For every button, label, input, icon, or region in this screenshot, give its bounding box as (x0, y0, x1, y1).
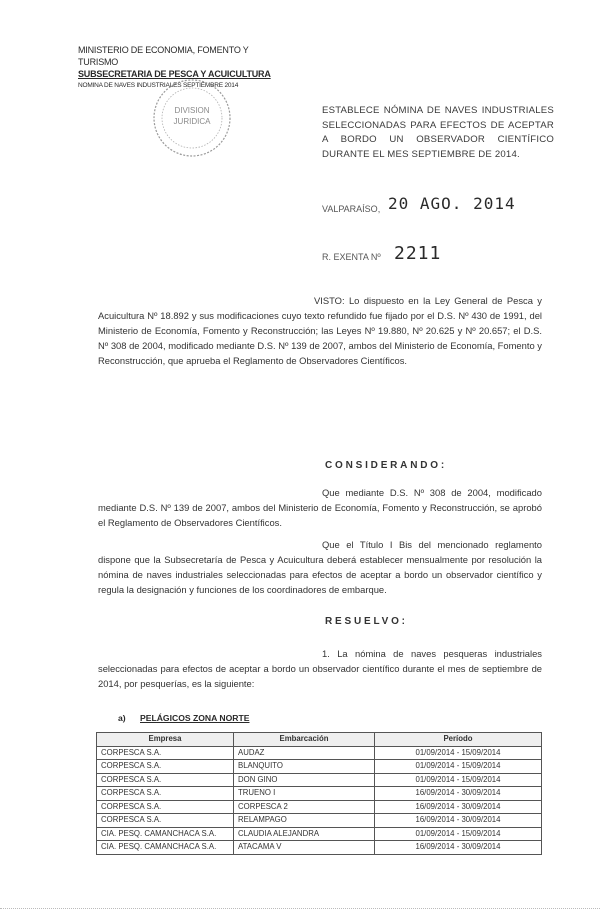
empresa-cell: CORPESCA S.A. (97, 760, 234, 774)
embarcacion-cell: ATACAMA V (234, 841, 375, 855)
table-row (97, 827, 542, 841)
table-row (97, 746, 542, 760)
section-title: PELÁGICOS ZONA NORTE (140, 713, 250, 723)
empresa-cell: CIA. PESQ. CAMANCHACA S.A. (97, 841, 234, 855)
embarcacion-cell: CORPESCA 2 (234, 800, 375, 814)
periodo-cell: 01/09/2014 - 15/09/2014 (375, 773, 542, 787)
column-header-periodo: Período (375, 733, 542, 747)
embarcacion-cell: DON GINO (234, 773, 375, 787)
date-stamp: 20 AGO. 2014 (388, 194, 516, 213)
empresa-cell: CORPESCA S.A. (97, 787, 234, 801)
empresa-cell: CIA. PESQ. CAMANCHACA S.A. (97, 827, 234, 841)
considerando-paragraph-1: Que mediante D.S. Nº 308 de 2004, modificado mediante D.S. Nº 139 de 2007, ambos del Ministerio de Economía, Fomento y Reconstrucción, se aprobó el Reglamento de Observadores Científicos. (98, 487, 542, 528)
embarcacion-cell: TRUENO I (234, 787, 375, 801)
periodo-cell: 16/09/2014 - 30/09/2014 (375, 841, 542, 855)
stamp-line-2: JURIDICA (173, 117, 211, 126)
resolution-subject: ESTABLECE NÓMINA DE NAVES INDUSTRIALES SELECCIONADAS PARA EFECTOS DE ACEPTAR A BORDO UN OBSERVADOR CIENTÍFICO DURANTE EL MES SEPTIEMBRE DE 2014. (322, 105, 554, 160)
visto-paragraph: VISTO: Lo dispuesto en la Ley General de Pesca y Acuicultura Nº 18.892 y sus modificaciones cuyo texto refundido fue fijado por el D.S. Nº 430 de 1991, del Ministerio de Economía, Fomento y Reconstrucción; las Leyes Nº 19.880, Nº 20.625 y Nº 20.657; el D.S. Nº 308 de 2004, modificado mediante D.S. Nº 139 de 2007, ambos del Ministerio de Economía, Fomento y Reconstrucción, que aprueba el Reglamento de Observadores Científicos. (98, 295, 542, 366)
resolution-number: 2211 (394, 243, 442, 264)
page-bottom-edge (0, 908, 600, 910)
official-stamp-icon (150, 76, 234, 160)
section-heading (118, 713, 250, 723)
periodo-cell: 16/09/2014 - 30/09/2014 (375, 800, 542, 814)
table-row (97, 773, 542, 787)
periodo-cell: 16/09/2014 - 30/09/2014 (375, 787, 542, 801)
table-row (97, 841, 542, 855)
subsecretaria-name: SUBSECRETARIA DE PESCA Y ACUICULTURA (78, 69, 271, 79)
empresa-cell: CORPESCA S.A. (97, 773, 234, 787)
section-letter: a) (118, 713, 126, 723)
embarcacion-cell: RELAMPAGO (234, 814, 375, 828)
table-row (97, 814, 542, 828)
empresa-cell: CORPESCA S.A. (97, 800, 234, 814)
empresa-cell: CORPESCA S.A. (97, 746, 234, 760)
table-row (97, 787, 542, 801)
embarcacion-cell: AUDAZ (234, 746, 375, 760)
periodo-cell: 16/09/2014 - 30/09/2014 (375, 814, 542, 828)
periodo-cell: 01/09/2014 - 15/09/2014 (375, 746, 542, 760)
embarcacion-cell: CLAUDIA ALEJANDRA (234, 827, 375, 841)
table-header-row (97, 733, 542, 747)
column-header-embarcacion: Embarcación (234, 733, 375, 747)
resolution-label: R. EXENTA Nº (322, 252, 381, 262)
resuelvo-paragraph-1: 1. La nómina de naves pesqueras industriales seleccionadas para efectos de aceptar a bordo un observador científico durante el mes de septiembre de 2014, por pesquerías, es la siguiente: (98, 648, 542, 689)
document-reference: NOMINA DE NAVES INDUSTRIALES SEPTIEMBRE 2014 (78, 82, 239, 89)
embarcacion-cell: BLANQUITO (234, 760, 375, 774)
empresa-cell: CORPESCA S.A. (97, 814, 234, 828)
stamp-line-1: DIVISION (174, 106, 210, 115)
resuelvo-heading: RESUELVO: (325, 616, 408, 627)
table-row (97, 760, 542, 774)
vessel-table (96, 732, 542, 855)
column-header-empresa: Empresa (97, 733, 234, 747)
periodo-cell: 01/09/2014 - 15/09/2014 (375, 827, 542, 841)
considerando-paragraph-2: Que el Título I Bis del mencionado reglamento dispone que la Subsecretaría de Pesca y Acuicultura deberá establecer mensualmente por resolución la nómina de naves industriales seleccionadas para efectos de aceptar a bordo un observador científico y regula la designación y funciones de los coordinadores de embarque. (98, 539, 542, 595)
considerando-heading: CONSIDERANDO: (325, 460, 447, 471)
periodo-cell: 01/09/2014 - 15/09/2014 (375, 760, 542, 774)
ministry-name: MINISTERIO DE ECONOMIA, FOMENTO Y TURISMO (78, 45, 249, 67)
place-label: VALPARAÍSO, (322, 204, 381, 214)
table-row (97, 800, 542, 814)
